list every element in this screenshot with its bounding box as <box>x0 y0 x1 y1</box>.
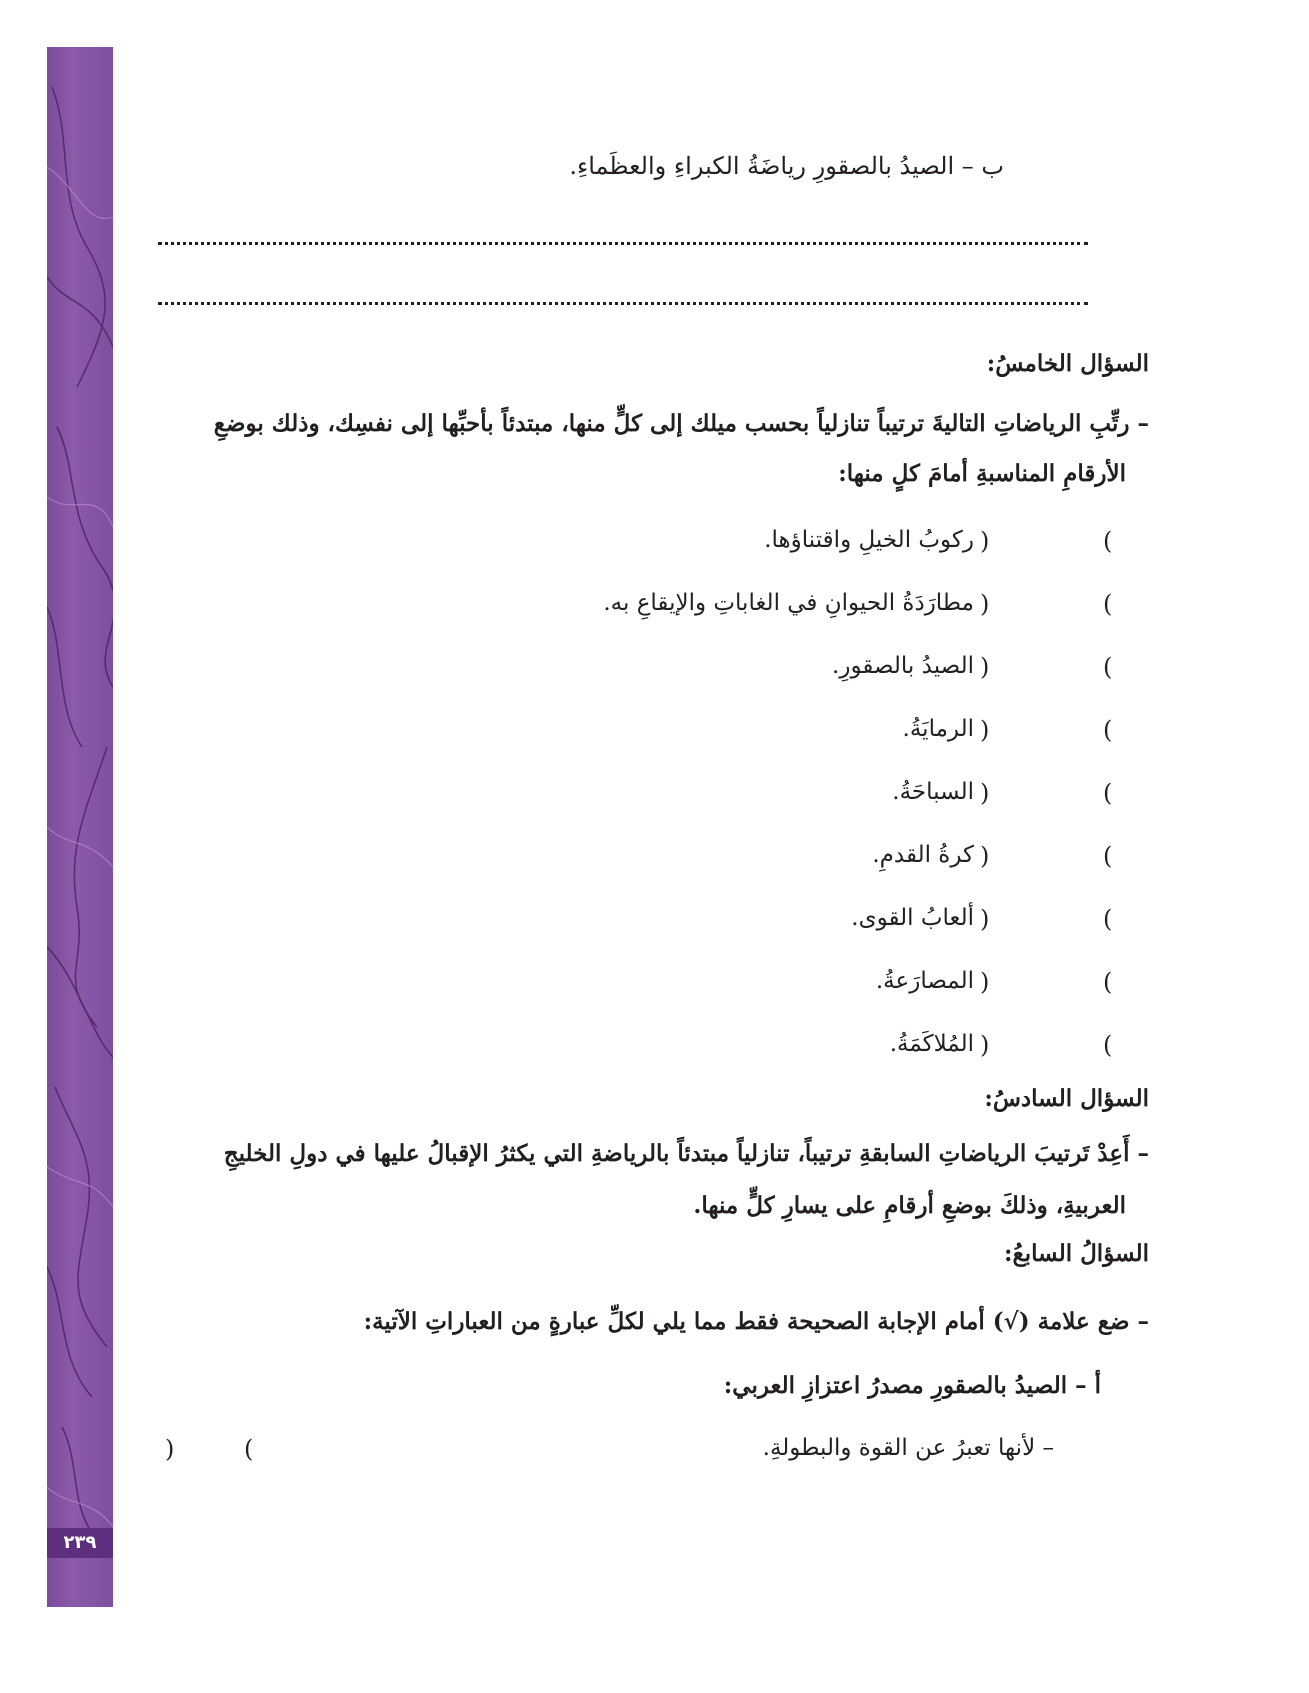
q6-instruction-line1: – أَعِدْ تَرتيبَ الرياضاتِ السابقةِ ترتيباً، تنازلياً مبتدئاً بالرياضةِ التي يكثرُ الإقبالُ عليها في دولِ الخليجِ <box>223 1140 1149 1167</box>
rank-box[interactable]: ( <box>1103 527 1113 555</box>
ranking-item-label: السباحَةُ. <box>892 779 974 805</box>
q7-instruction: – ضع علامة (√) أمام الإجابة الصحيحة فقط مما يلي لكلِّ عبارةٍ من العباراتِ الآتية: <box>363 1308 1149 1335</box>
q7-title: السؤالُ السابعُ: <box>1004 1240 1149 1267</box>
q7-option-1: – لأنها تعبرُ عن القوة والبطولةِ. <box>762 1435 1054 1461</box>
ranking-item-label: مطارَدَةُ الحيوانِ في الغاباتِ والإيقاعِ به. <box>603 590 974 616</box>
ranking-item-label: الصيدُ بالصقورِ. <box>832 653 974 679</box>
rank-box[interactable]: ( <box>1103 968 1113 996</box>
rank-box[interactable]: ( <box>1103 842 1113 870</box>
rank-box[interactable]: ( <box>1103 1031 1113 1059</box>
ranking-item-label: الرمايَةُ. <box>902 716 974 742</box>
decorative-side-strip <box>47 47 113 1607</box>
rank-box[interactable]: ( <box>1103 716 1113 744</box>
q5-instruction-line2: الأرقامِ المناسبةِ أمامَ كلٍ منها: <box>838 460 1126 487</box>
q7-sub-a: أ – الصيدُ بالصقورِ مصدرُ اعتزازِ العربي: <box>723 1372 1101 1399</box>
rank-box[interactable]: ( <box>1103 905 1113 933</box>
q5-instruction-line1: – رتِّبِ الرياضاتِ التاليةَ ترتيباً تنازلياً بحسب ميلك إلى كلٍّ منها، مبتدئاً بأحبِّها إلى نفسِك، وذلك بوضعِ <box>213 410 1149 437</box>
rank-box[interactable]: ( <box>1103 653 1113 681</box>
q5-title: السؤال الخامسُ: <box>986 350 1149 377</box>
ranking-item-label: كرةُ القدمِ. <box>872 842 974 868</box>
q4-item-b: ب – الصيدُ بالصقورِ رياضَةُ الكبراءِ والعظَماءِ. <box>569 152 1004 180</box>
answer-line-1 <box>158 242 1088 247</box>
q6-title: السؤال السادسُ: <box>984 1085 1149 1112</box>
answer-line-2 <box>158 302 1088 307</box>
ranking-item-label: المُلاكَمَةُ. <box>889 1031 974 1057</box>
rank-box[interactable]: ( <box>1103 779 1113 807</box>
q7-answer-box[interactable]: ( <box>244 1435 254 1463</box>
marble-texture <box>47 47 113 1607</box>
page-number: ٢٣٩ <box>47 1528 113 1558</box>
rank-box[interactable]: ( <box>1103 590 1113 618</box>
ranking-item-label: ألعابُ القوى. <box>851 905 974 931</box>
q6-instruction-line2: العربيةِ، وذلكَ بوضعِ أرقامِ على يسارِ كلٍّ منها. <box>693 1192 1126 1219</box>
ranking-item-label: ركوبُ الخيلِ واقتناؤها. <box>764 527 974 553</box>
ranking-item-label: المصارَعةُ. <box>875 968 974 994</box>
